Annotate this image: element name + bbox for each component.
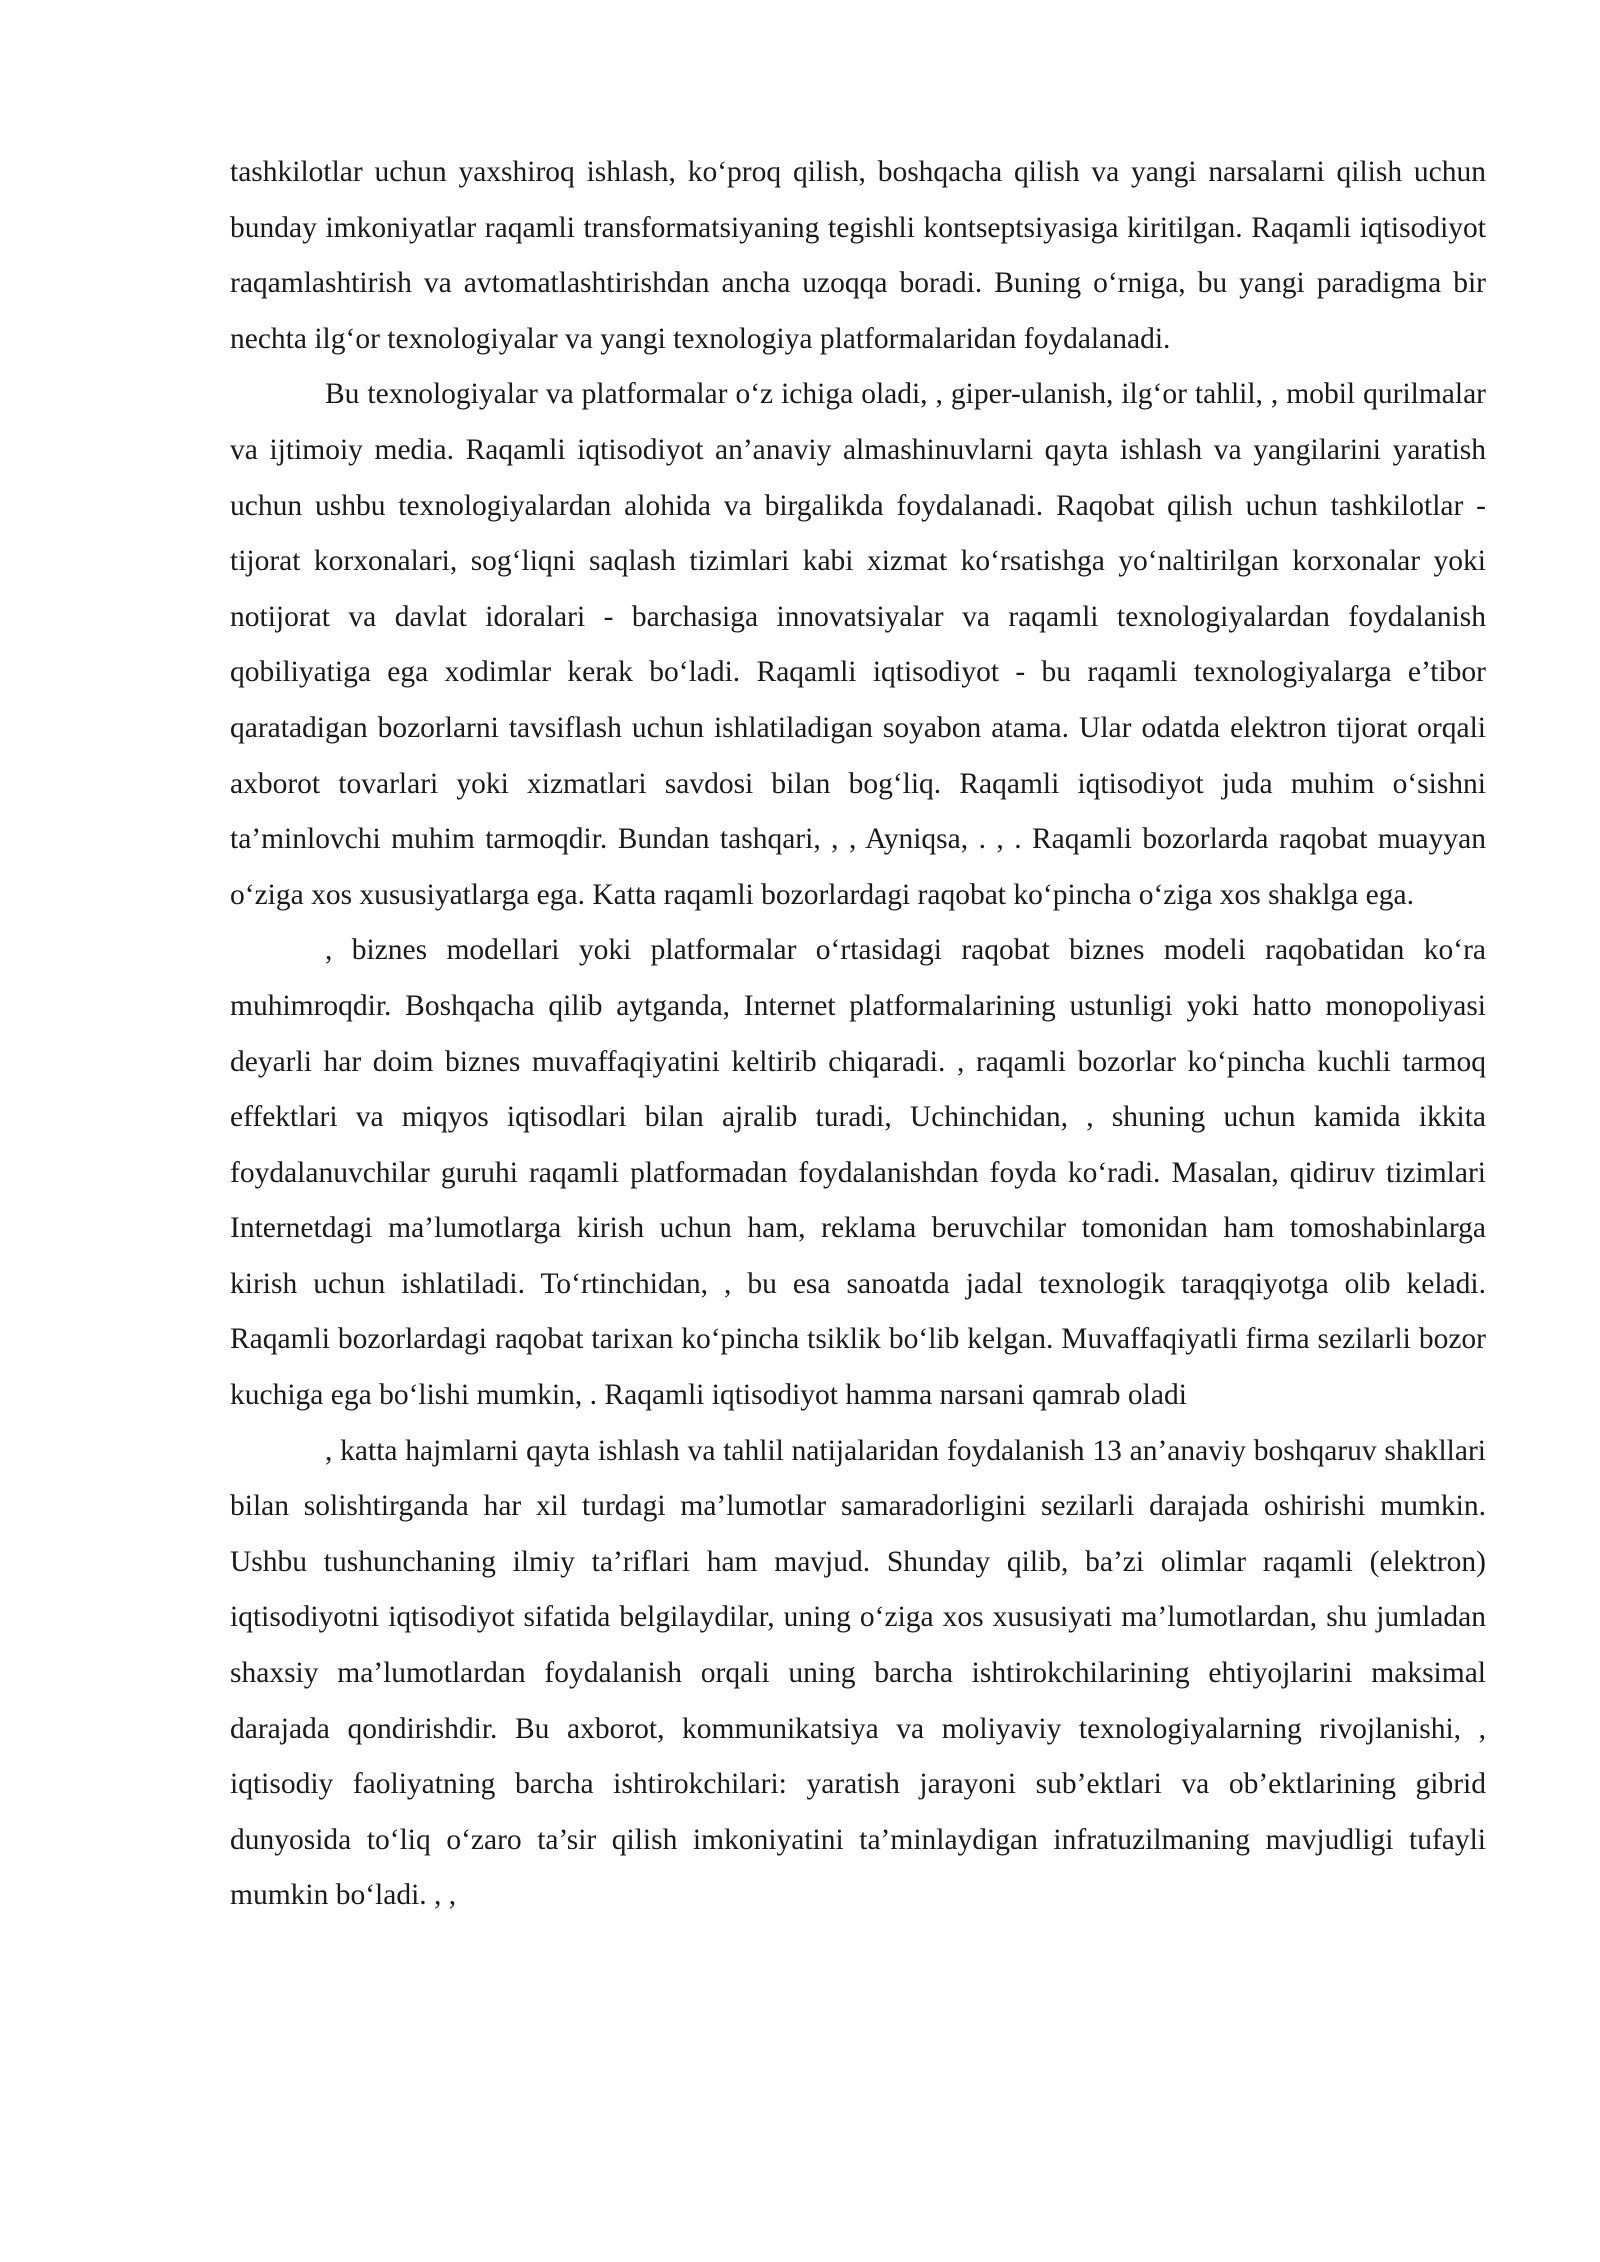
paragraph-1: tashkilotlar uchun yaxshiroq ishlash, ko‘proq qilish, boshqacha qilish va yangi narsalarni qilish uchun bunday imkoniyatlar raqamli transformatsiyaning tegishli kontseptsiyasiga kiritilgan. Raqamli iqtisodiyot raqamlashtirish va avtomatlashtirishdan ancha uzoqqa boradi. Buning o‘rniga, bu yangi paradigma bir nechta ilg‘or texnologiyalar va yangi texnologiya platformalaridan foydalanadi. <box>230 156 1486 355</box>
paragraph-2: Bu texnologiyalar va platformalar o‘z ichiga oladi, , giper-ulanish, ilg‘or tahlil, , mobil qurilmalar va ijtimoiy media. Raqamli iqtisodiyot an’anaviy almashinuvlarni qayta ishlash va yangilarini yaratish uchun ushbu texnologiyalardan alohida va birgalikda foydalanadi. Raqobat qilish uchun tashkilotlar - tijorat korxonalari, sog‘liqni saqlash tizimlari kabi xizmat ko‘rsatishga yo‘naltirilgan korxonalar yoki notijorat va davlat idoralari - barchasiga innovatsiyalar va raqamli texnologiyalardan foydalanish qobiliyatiga ega xodimlar kerak bo‘ladi. Raqamli iqtisodiyot - bu raqamli texnologiyalarga e’tibor qaratadigan bozorlarni tavsiflash uchun ishlatiladigan soyabon atama. Ular odatda elektron tijorat orqali axborot tovarlari yoki xizmatlari savdosi bilan bog‘liq. Raqamli iqtisodiyot juda muhim o‘sishni ta’minlovchi muhim tarmoqdir. Bundan tashqari, , , Ayniqsa, . , . Raqamli bozorlarda raqobat muayyan o‘ziga xos xususiyatlarga ega. Katta raqamli bozorlardagi raqobat ko‘pincha o‘ziga xos shaklga ega. <box>230 378 1486 911</box>
paragraph-3: , biznes modellari yoki platformalar o‘rtasidagi raqobat biznes modeli raqobatidan ko‘ra muhimroqdir. Boshqacha qilib aytganda, Internet platformalarining ustunligi yoki hatto monopoliyasi deyarli har doim biznes muvaffaqiyatini keltirib chiqaradi. , raqamli bozorlar ko‘pincha kuchli tarmoq effektlari va miqyos iqtisodlari bilan ajralib turadi, Uchinchidan, , shuning uchun kamida ikkita foydalanuvchilar guruhi raqamli platformadan foydalanishdan foyda ko‘radi. Masalan, qidiruv tizimlari Internetdagi ma’lumotlarga kirish uchun ham, reklama beruvchilar tomonidan ham tomoshabinlarga kirish uchun ishlatiladi. To‘rtinchidan, , bu esa sanoatda jadal texnologik taraqqiyotga olib keladi. Raqamli bozorlardagi raqobat tarixan ko‘pincha tsiklik bo‘lib kelgan. Muvaffaqiyatli firma sezilarli bozor kuchiga ega bo‘lishi mumkin, . Raqamli iqtisodiyot hamma narsani qamrab oladi <box>230 934 1486 1412</box>
paragraph-4: , katta hajmlarni qayta ishlash va tahlil natijalaridan foydalanish 13 an’anaviy boshqaruv shakllari bilan solishtirganda har xil turdagi ma’lumotlar samaradorligini sezilarli darajada oshirishi mumkin. Ushbu tushunchaning ilmiy ta’riflari ham mavjud. Shunday qilib, ba’zi olimlar raqamli (elektron) iqtisodiyotni iqtisodiyot sifatida belgilaydilar, uning o‘ziga xos xususiyati ma’lumotlardan, shu jumladan shaxsiy ma’lumotlardan foydalanish orqali uning barcha ishtirokchilarining ehtiyojlarini maksimal darajada qondirishdir. Bu axborot, kommunikatsiya va moliyaviy texnologiyalarning rivojlanishi, , iqtisodiy faoliyatning barcha ishtirokchilari: yaratish jarayoni sub’ektlari va ob’ektlarining gibrid dunyosida to‘liq o‘zaro ta’sir qilish imkoniyatini ta’minlaydigan infratuzilmaning mavjudligi tufayli mumkin bo‘ladi. , , <box>230 1434 1486 1912</box>
document-page <box>230 145 1486 1924</box>
